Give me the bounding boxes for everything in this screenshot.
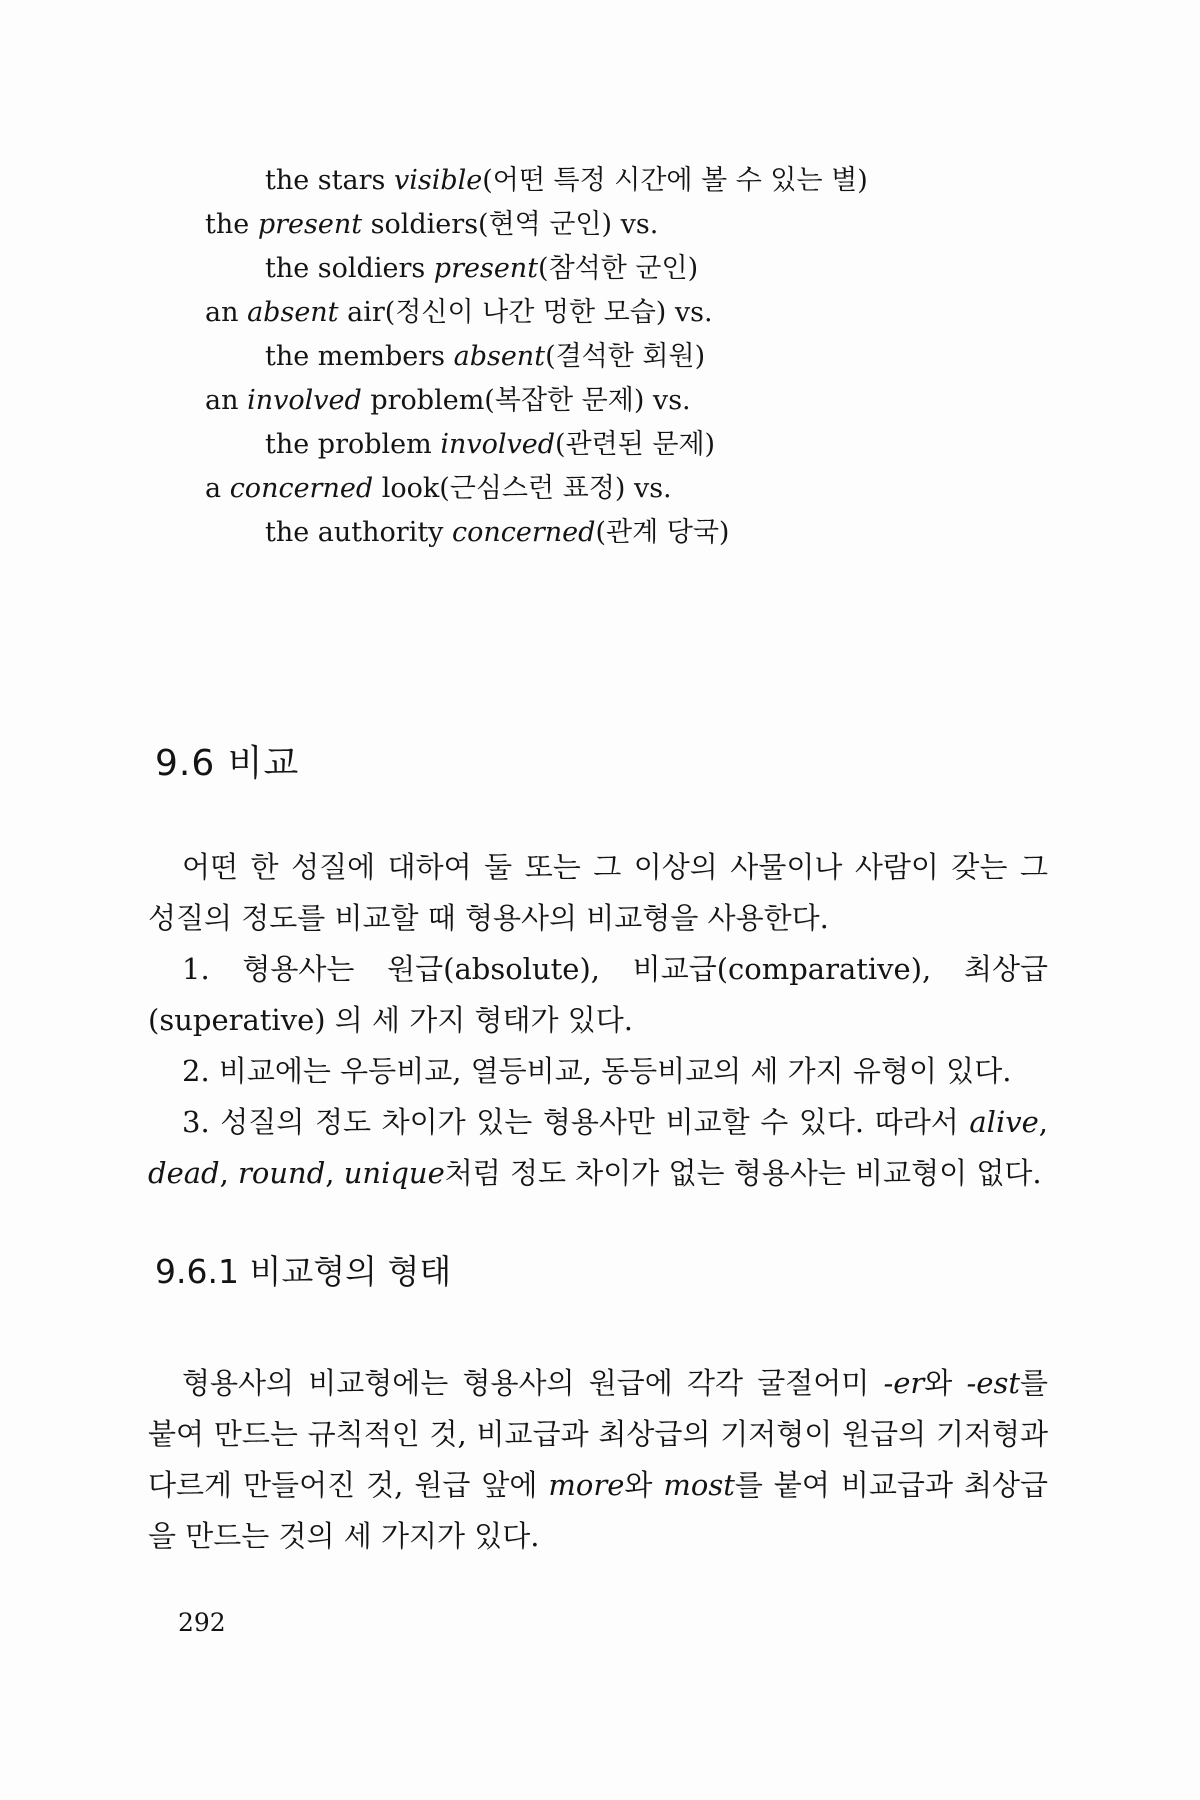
rule-item (148, 944, 1048, 1046)
example-line (205, 384, 691, 418)
section-heading: 9.6 비교 (155, 743, 300, 784)
page-number: 292 (178, 1608, 226, 1637)
text-run: an (205, 385, 248, 416)
text-run: the authority (265, 517, 453, 548)
italic-term: present (257, 209, 363, 240)
example-line (265, 164, 868, 198)
text-run: , (1038, 1105, 1048, 1139)
text-run: the members (265, 341, 454, 372)
example-line (205, 472, 672, 506)
text-run: (참석한 군인) (538, 253, 699, 284)
italic-term: concerned (229, 473, 374, 504)
italic-term: absent (247, 297, 339, 328)
text-run: an (205, 297, 248, 328)
text-run: the stars (265, 165, 394, 196)
italic-term: present (433, 253, 539, 284)
text-run: the problem (265, 429, 441, 460)
text-run: (어떤 특정 시간에 볼 수 있는 별) (482, 165, 868, 196)
text-run: , (325, 1156, 344, 1190)
example-line (205, 208, 658, 242)
text-run: problem(복잡한 문제) vs. (361, 385, 691, 416)
text-run: 2. 비교에는 우등비교, 열등비교, 동등비교의 세 가지 유형이 있다. (182, 1054, 1012, 1088)
text-run: (관계 당국) (595, 517, 730, 548)
text-run: 형용사의 비교형에는 형용사의 원급에 각각 굴절어미 (182, 1366, 884, 1400)
italic-term: -er (883, 1366, 925, 1400)
italic-term: more (548, 1468, 625, 1502)
text-run: the soldiers (265, 253, 434, 284)
italic-term: dead (148, 1156, 220, 1190)
rule-list (148, 944, 1048, 1199)
italic-term: unique (343, 1156, 445, 1190)
subsection-heading: 9.6.1 비교형의 형태 (155, 1252, 452, 1291)
text-run: 와 (924, 1366, 967, 1400)
italic-term: absent (453, 341, 546, 372)
text-run: (결석한 회원) (545, 341, 706, 372)
text-run: soldiers(현역 군인) vs. (362, 209, 659, 240)
section-body (148, 842, 1048, 1199)
italic-term: visible (393, 165, 483, 196)
text-run: (관련된 문제) (555, 429, 716, 460)
text-run: , (219, 1156, 239, 1190)
example-line (265, 340, 705, 374)
text-run: 를 붙여 비교급과 최상급을 만드는 것의 세 가지가 있다. (148, 1468, 1049, 1553)
italic-term: most (663, 1468, 735, 1502)
italic-term: alive (969, 1105, 1039, 1139)
example-line (205, 296, 713, 330)
italic-term: involved (247, 385, 362, 416)
italic-term: -est (966, 1366, 1020, 1400)
text-run: 3. 성질의 정도 차이가 있는 형용사만 비교할 수 있다. 따라서 (182, 1105, 970, 1139)
rule-item (148, 1097, 1048, 1199)
italic-term: involved (440, 429, 556, 460)
rule-item (148, 1046, 1048, 1097)
text-run: look(근심스런 표정) vs. (373, 473, 672, 504)
text-run: 1. 형용사는 원급(absolute), 비교급(comparative), 최상급(superative) 의 세 가지 형태가 있다. (148, 952, 1048, 1037)
subsection-paragraph (148, 1358, 1048, 1562)
intro-paragraph: 어떤 한 성질에 대하여 둘 또는 그 이상의 사물이나 사람이 갖는 그 성질의 정도를 비교할 때 형용사의 비교형을 사용한다. (148, 850, 1048, 935)
text-run: air(정신이 나간 멍한 모습) vs. (338, 297, 713, 328)
example-line (265, 428, 715, 462)
text-run: 와 (624, 1468, 664, 1502)
text-run: a (205, 473, 230, 504)
text-run: 를 붙여 만드는 규칙적인 것, 비교급과 최상급의 기저형이 원급의 기저형과 다르게 만들어진 것, 원급 앞에 (148, 1366, 1049, 1502)
example-line (265, 516, 729, 550)
example-line (265, 252, 698, 286)
text-run: 처럼 정도 차이가 없는 형용사는 비교형이 없다. (444, 1156, 1042, 1190)
text-run: the (205, 209, 258, 240)
italic-term: concerned (452, 517, 596, 548)
italic-term: round (238, 1156, 326, 1190)
